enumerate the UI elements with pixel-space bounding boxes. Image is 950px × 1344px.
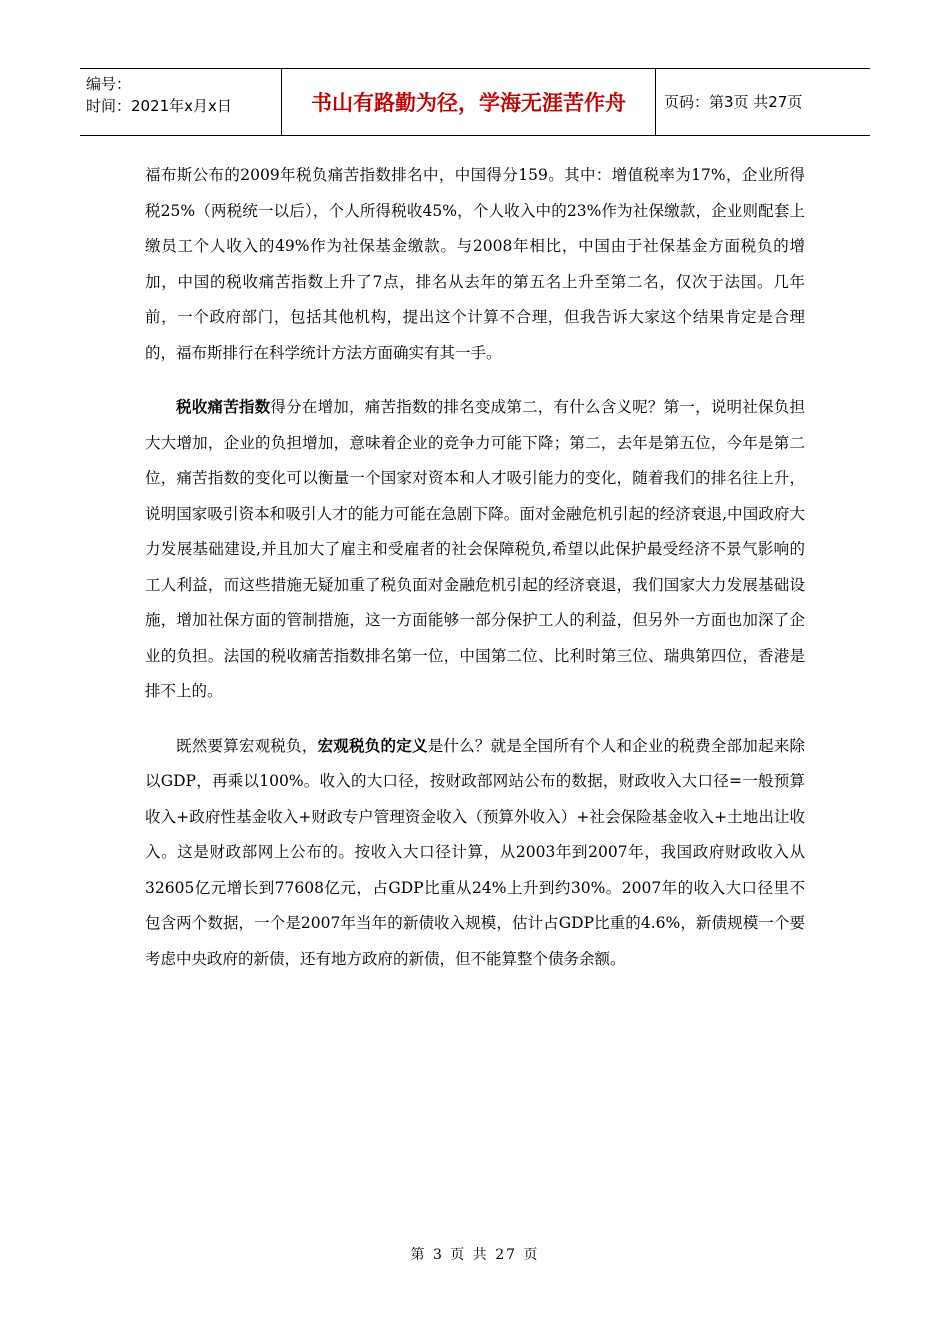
header-info-cell [80,69,282,135]
header-page-cell [656,69,870,135]
page-header [80,68,870,136]
paragraph-1 [145,158,805,371]
header-motto: 书山有路勤为径，学海无涯苦作舟 [311,91,626,115]
header-page-number: 页码：第3页 共27页 [664,93,803,111]
document-body [145,158,805,977]
paragraph-1-text: 福布斯公布的2009年税负痛苦指数排名中，中国得分159。其中：增值税率为17%，企业所得税25%（两税统一以后），个人所得税收45%，个人收入中的23%作为社保缴款，企业则配套上缴员工个人收入的49%作为社保基金缴款。与2008年相比，中国由于社保基金方面税负的增加，中国的税收痛苦指数上升了7点，排名从去年的第五名上升至第二名，仅次于法国。几年前，一个政府部门，包括其他机构，提出这个计算不合理，但我告诉大家这个结果肯定是合理的，福布斯排行在科学统计方法方面确实有其一手。 [145,166,805,362]
page-footer: 第 3 页 共 27 页 [410,1247,540,1263]
paragraph-2 [145,389,805,710]
paragraph-3-bold-term: 宏观税负的定义 [317,735,428,755]
paragraph-3 [145,728,805,978]
document-date-label: 时间：2021年x月x日 [86,97,232,115]
paragraph-2-bold-term: 税收痛苦指数 [176,397,271,416]
paragraph-2-text: 得分在增加，痛苦指数的排名变成第二，有什么含义呢？第一，说明社保负担大大增加，企业的负担增加，意味着企业的竞争力可能下降；第二，去年是第五位，今年是第二位，痛苦指数的变化可以衡量一个国家对资本和人才吸引能力的变化，随着我们的排名往上升，说明国家吸引资本和吸引人才的能力可能在急剧下降。面对金融危机引起的经济衰退,中国政府大力发展基础建设,并且加大了雇主和受雇者的社会保障税负,希望以此保护最受经济不景气影响的工人利益，而这些措施无疑加重了税负面对金融危机引起的经济衰退，我们国家大力发展基础设施，增加社保方面的管制措施，这一方面能够一部分保护工人的利益，但另外一方面也加深了企业的负担。法国的税收痛苦指数排名第一位，中国第二位、比利时第三位、瑞典第四位，香港是排不上的。 [145,398,805,700]
header-motto-cell [282,69,656,135]
paragraph-3-intro: 既然要算宏观税负， [176,736,318,755]
document-number-label: 编号： [86,75,132,93]
paragraph-3-text: 是什么？就是全国所有个人和企业的税费全部加起来除以GDP，再乘以100%。收入的大口径，按财政部网站公布的数据，财政收入大口径=一般预算收入+政府性基金收入+财政专户管理资金收入（预算外收入）+社会保险基金收入+土地出让收入。这是财政部网上公布的。按收入大口径计算，从2003年到2007年，我国政府财政收入从32605亿元增长到77608亿元，占GDP比重从24%上升到约30%。2007年的收入大口径里不包含两个数据，一个是2007年当年的新债收入规模，估计占GDP比重的4.6%，新债规模一个要考虑中央政府的新债，还有地方政府的新债，但不能算整个债务余额。 [145,736,805,968]
